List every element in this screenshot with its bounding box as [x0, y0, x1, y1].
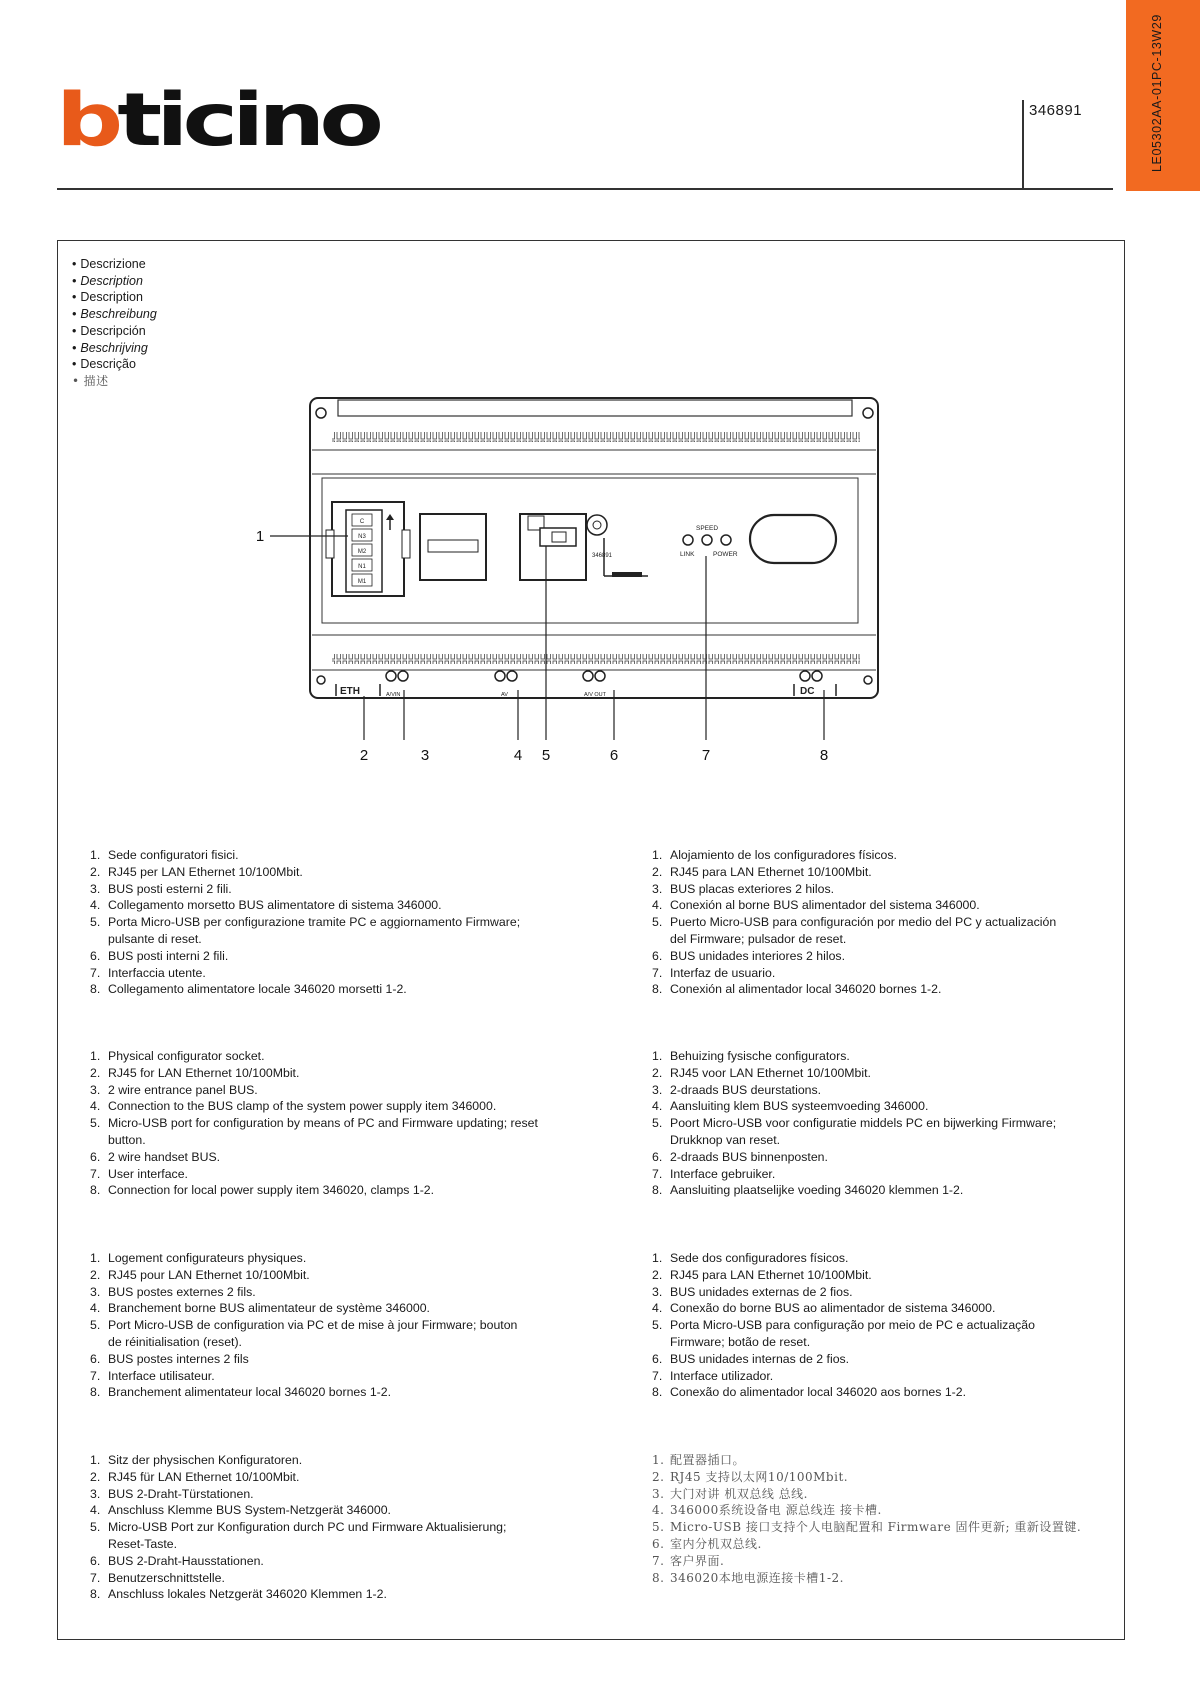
- lang-pt: • Descrição: [72, 356, 157, 373]
- legend-item: 5. Poort Micro-USB voor configuratie middels PC en bijwerking Firmware; Drukknop van reset.: [652, 1116, 1057, 1147]
- product-code: 346891: [1029, 102, 1083, 119]
- legend-item: 8. Aansluiting plaatselijke voeding 346020 klemmen 1-2.: [652, 1183, 964, 1198]
- eth-port-label: ETH: [340, 686, 360, 697]
- legend-nl: [652, 1048, 1072, 1199]
- lang-fr: • Description: [72, 289, 157, 306]
- callout-8: 8: [819, 747, 829, 764]
- legend-item: 4. Conexión al borne BUS alimentador del sistema 346000.: [652, 898, 980, 913]
- legend-item: 2. RJ45 for LAN Ethernet 10/100Mbit.: [90, 1065, 300, 1080]
- legend-item: 6. BUS postes internes 2 fils: [90, 1351, 249, 1366]
- legend-item: 4. 346000系统设备电 源总线连 接卡槽.: [652, 1503, 882, 1518]
- legend-item: 1. Logement configurateurs physiques.: [90, 1251, 307, 1265]
- configurator-socket: [326, 502, 410, 596]
- language-list: [72, 256, 157, 390]
- lang-it: • Descrizione: [72, 256, 157, 273]
- legend-item: 3. BUS postes externes 2 fils.: [90, 1284, 256, 1299]
- switch-label: M1: [357, 579, 367, 585]
- legend-de: [90, 1452, 510, 1603]
- user-interface-button: [750, 515, 836, 563]
- legend-item: 5. Porta Micro-USB per configurazione tramite PC e aggiornamento Firmware; pulsante di reset.: [90, 915, 521, 946]
- brand-logo: bticino: [56, 77, 378, 163]
- legend-item: 3. BUS 2-Draht-Türstationen.: [90, 1486, 254, 1501]
- link-label: LINK: [680, 551, 695, 558]
- legend-item: 7. Interface utilizador.: [652, 1368, 774, 1383]
- legend-en: [90, 1048, 550, 1199]
- switch-label: N1: [358, 564, 366, 570]
- legend-item: 7. 客户界面.: [652, 1553, 725, 1568]
- legend-item: 7. Benutzerschnittstelle.: [90, 1570, 225, 1585]
- legend-item: 1. Alojamiento de los configuradores físicos.: [652, 848, 897, 862]
- legend-item: 7. Interface gebruiker.: [652, 1166, 776, 1181]
- model-label: 346891: [592, 553, 613, 559]
- legend-item: 5. Port Micro-USB de configuration via PC et de mise à jour Firmware; bouton de réinitialisation (reset).: [90, 1318, 518, 1349]
- legend-item: 3. BUS placas exteriores 2 hilos.: [652, 881, 835, 896]
- legend-item: 6. BUS unidades internas de 2 fios.: [652, 1351, 850, 1366]
- header-rule: [57, 188, 1113, 190]
- speed-label: SPEED: [696, 525, 719, 532]
- legend-item: 8. Connection for local power supply item 346020, clamps 1-2.: [90, 1183, 435, 1198]
- lang-de: • Beschreibung: [72, 306, 157, 323]
- legend-item: 5. Micro-USB 接口支持个人电脑配置和 Firmware 固件更新; 重新设置键.: [652, 1520, 1082, 1535]
- legend-zh: [652, 1452, 1082, 1586]
- switch-label: M2: [357, 549, 367, 555]
- legend-item: 8. Conexión al alimentador local 346020 bornes 1-2.: [652, 982, 942, 997]
- legend-item: 1. Behuizing fysische configurators.: [652, 1049, 850, 1063]
- legend-pt: [652, 1250, 1082, 1401]
- legend-item: 1. Physical configurator socket.: [90, 1049, 265, 1063]
- legend-item: 1. 配置器插口。: [652, 1453, 746, 1467]
- legend-item: 2. RJ45 per LAN Ethernet 10/100Mbit.: [90, 864, 303, 879]
- legend-item: 8. Collegamento alimentatore locale 346020 morsetti 1-2.: [90, 982, 407, 997]
- legend-item: 4. Branchement borne BUS alimentateur de système 346000.: [90, 1301, 430, 1316]
- callout-6: 6: [609, 747, 619, 764]
- lang-nl: • Beschrijving: [72, 340, 157, 357]
- switch-label: C: [359, 519, 365, 525]
- lang-zh: • 描述: [72, 373, 157, 390]
- legend-item: 1. Sitz der physischen Konfiguratoren.: [90, 1453, 303, 1467]
- legend-item: 5. Puerto Micro-USB para configuración por medio del PC y actualización del Firmware; pulsador de reset.: [652, 915, 1057, 946]
- legend-item: 1. Sede dos configuradores físicos.: [652, 1251, 849, 1265]
- callout-7: 7: [701, 747, 711, 764]
- callout-4: 4: [513, 747, 523, 764]
- legend-item: 6. 2 wire handset BUS.: [90, 1149, 221, 1164]
- legend-item: 8. Conexão do alimentador local 346020 aos bornes 1-2.: [652, 1385, 967, 1400]
- legend-item: 3. BUS unidades externas de 2 fios.: [652, 1284, 853, 1299]
- lang-es: • Descripción: [72, 323, 157, 340]
- document-code: LE05302AA-01PC-13W29: [1150, 14, 1164, 172]
- legend-item: 4. Anschluss Klemme BUS System-Netzgerät 346000.: [90, 1503, 391, 1518]
- legend-item: 2. RJ45 pour LAN Ethernet 10/100Mbit.: [90, 1267, 310, 1282]
- dc-port-label: DC: [800, 686, 815, 697]
- legend-item: 6. BUS unidades interiores 2 hilos.: [652, 948, 845, 963]
- legend-es: [652, 847, 1072, 998]
- legend-item: 4. Aansluiting klem BUS systeemvoeding 346000.: [652, 1099, 929, 1114]
- legend-item: 3. 大门对讲 机双总线 总线.: [652, 1486, 808, 1501]
- bus-label-avout: A/V OUT: [584, 692, 607, 698]
- device-diagram: [240, 390, 940, 780]
- legend-item: 7. Interface utilisateur.: [90, 1368, 215, 1383]
- legend-item: 7. Interfaz de usuario.: [652, 965, 776, 980]
- legend-fr: [90, 1250, 530, 1401]
- legend-item: 6. BUS posti interni 2 fili.: [90, 948, 229, 963]
- power-label: POWER: [713, 551, 738, 558]
- legend-item: 3. 2-draads BUS deurstations.: [652, 1082, 822, 1097]
- callout-3: 3: [420, 747, 430, 764]
- legend-item: 2. RJ45 支持以太网10/100Mbit.: [652, 1469, 849, 1484]
- legend-item: 8. Anschluss lokales Netzgerät 346020 Klemmen 1-2.: [90, 1587, 387, 1602]
- legend-item: 4. Connection to the BUS clamp of the system power supply item 346000.: [90, 1099, 497, 1114]
- callout-5: 5: [541, 747, 551, 764]
- bus-label-av: AV: [501, 692, 508, 698]
- blank-module: [420, 514, 486, 580]
- bus-label-avin: A/VIN: [386, 692, 401, 698]
- legend-item: 4. Collegamento morsetto BUS alimentatore di sistema 346000.: [90, 898, 442, 913]
- legend-item: 8. 346020本地电源连接卡槽1-2.: [652, 1570, 844, 1585]
- legend-item: 2. RJ45 para LAN Ethernet 10/100Mbit.: [652, 864, 872, 879]
- legend-it: [90, 847, 540, 998]
- legend-item: 2. RJ45 para LAN Ethernet 10/100Mbit.: [652, 1267, 872, 1282]
- legend-item: 6. BUS 2-Draht-Hausstationen.: [90, 1553, 264, 1568]
- callout-2: 2: [359, 747, 369, 764]
- legend-item: 7. User interface.: [90, 1166, 188, 1181]
- legend-item: 1. Sede configuratori fisici.: [90, 848, 239, 862]
- legend-item: 3. BUS posti esterni 2 fili.: [90, 881, 232, 896]
- legend-item: 6. 室内分机双总线.: [652, 1536, 762, 1551]
- legend-item: 7. Interfaccia utente.: [90, 965, 206, 980]
- switch-label: N3: [358, 534, 366, 540]
- legend-item: 2. RJ45 für LAN Ethernet 10/100Mbit.: [90, 1469, 300, 1484]
- legend-item: 2. RJ45 voor LAN Ethernet 10/100Mbit.: [652, 1065, 871, 1080]
- legend-item: 8. Branchement alimentateur local 346020 bornes 1-2.: [90, 1385, 392, 1400]
- legend-item: 5. Micro-USB Port zur Konfiguration durch PC und Firmware Aktualisierung; Reset-Taste.: [90, 1520, 507, 1551]
- legend-item: 5. Micro-USB port for configuration by means of PC and Firmware updating; reset button.: [90, 1116, 538, 1147]
- legend-item: 5. Porta Micro-USB para configuração por meio de PC e actualização Firmware; botão de reset.: [652, 1318, 1035, 1349]
- header-divider: [1022, 100, 1024, 190]
- legend-item: 4. Conexão do borne BUS ao alimentador de sistema 346000.: [652, 1301, 996, 1316]
- lang-en: • Description: [72, 273, 157, 290]
- legend-item: 6. 2-draads BUS binnenposten.: [652, 1149, 828, 1164]
- legend-item: 3. 2 wire entrance panel BUS.: [90, 1082, 258, 1097]
- callout-1: 1: [255, 528, 265, 545]
